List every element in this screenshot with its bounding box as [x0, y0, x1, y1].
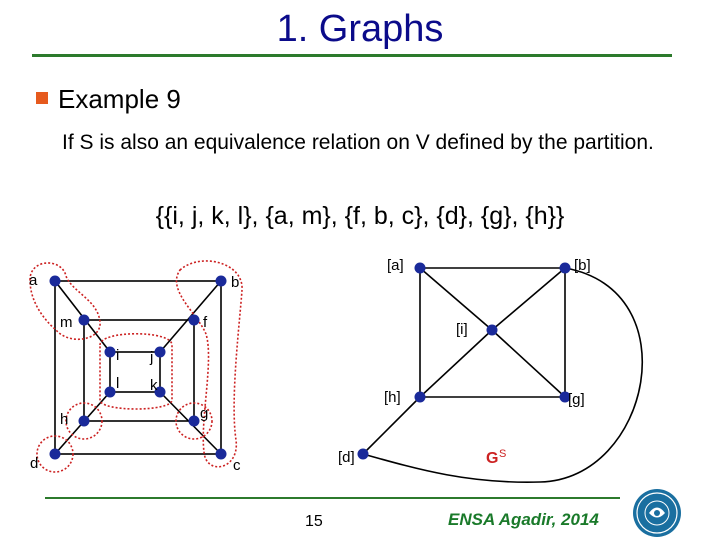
label-b: b	[231, 274, 240, 291]
qlabel-i: [i]	[456, 321, 468, 338]
quotient-graph-name: G	[486, 450, 499, 467]
vertex-j	[155, 347, 166, 358]
label-k: k	[150, 377, 158, 394]
label-l: l	[116, 375, 120, 392]
qlabel-h: [h]	[384, 389, 401, 406]
description-text: If S is also an equivalence relation on V defined by the partition.	[62, 131, 654, 154]
class-circle-f-b-c	[177, 261, 243, 467]
label-a: a	[29, 272, 38, 289]
vertex-m	[79, 315, 90, 326]
label-f: f	[203, 314, 208, 331]
qlabel-b: [b]	[574, 257, 591, 274]
qvertex-b	[560, 263, 571, 274]
vertex-l	[105, 387, 116, 398]
edge-qg-qi	[492, 330, 565, 397]
qvertex-d	[358, 449, 369, 460]
example-heading: Example 9	[58, 84, 181, 114]
label-j: j	[150, 349, 154, 366]
qvertex-h	[415, 392, 426, 403]
vertex-b	[216, 276, 227, 287]
graph-g-edges	[55, 281, 221, 454]
qlabel-d: [d]	[338, 449, 355, 466]
qvertex-a	[415, 263, 426, 274]
edge-qb-qi	[492, 268, 565, 330]
school-logo	[622, 486, 692, 540]
partition-text: {{i, j, k, l}, {a, m}, {f, b, c}, {d}, {g}, {h}}	[155, 202, 565, 230]
qlabel-g: [g]	[568, 391, 585, 408]
quotient-vertices	[358, 263, 571, 460]
vertex-i	[105, 347, 116, 358]
label-i: i	[116, 347, 120, 364]
qlabel-a: [a]	[387, 257, 404, 274]
vertex-h	[79, 416, 90, 427]
class-circle-i-j-k-l	[100, 334, 172, 409]
footer-school: ENSA Agadir, 2014	[448, 510, 599, 529]
footer-divider	[45, 497, 620, 499]
label-g: g	[200, 405, 209, 422]
vertex-d	[50, 449, 61, 460]
vertex-c	[216, 449, 227, 460]
quotient-graph-name-sup: S	[499, 448, 507, 460]
edge-qh-qi	[420, 330, 492, 397]
label-h: h	[60, 411, 69, 428]
vertex-a	[50, 276, 61, 287]
vertex-g	[189, 416, 200, 427]
label-c: c	[233, 457, 241, 474]
slide-title: 1. Graphs	[276, 8, 444, 50]
vertex-f	[189, 315, 200, 326]
qvertex-i	[487, 325, 498, 336]
label-d: d	[30, 455, 39, 472]
label-m: m	[60, 314, 73, 331]
page-number: 15	[305, 513, 323, 530]
